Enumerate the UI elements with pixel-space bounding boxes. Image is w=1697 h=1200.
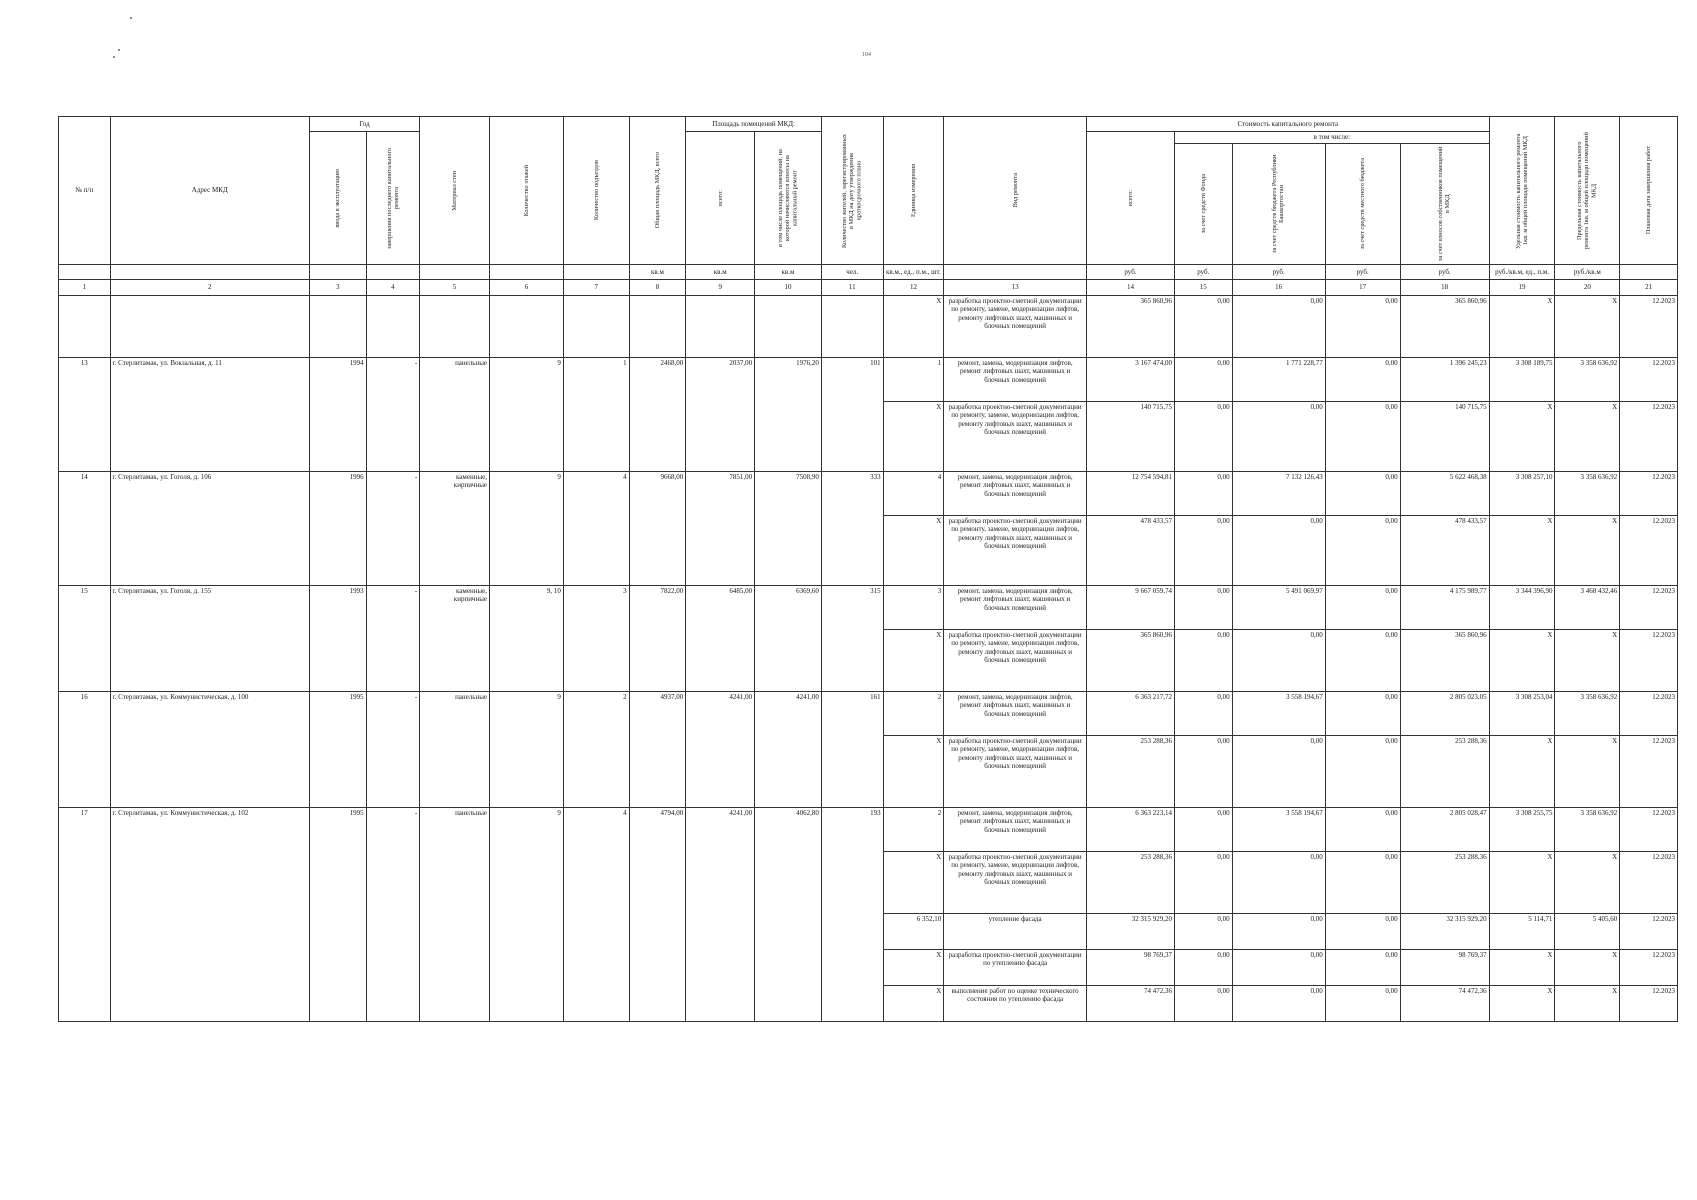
cell-rep: 0,00 <box>1232 516 1325 586</box>
cell-res: 161 <box>821 692 883 808</box>
cell-total: 140 715,75 <box>1086 402 1174 472</box>
header-deadline: Плановая дата завершения работ <box>1620 117 1678 265</box>
cell-total: 6 363 217,72 <box>1086 692 1174 736</box>
unit-cell: руб. <box>1400 265 1489 280</box>
table-row <box>59 586 1678 630</box>
cell-work: разработка проектно-сметной документации по утеплению фасада <box>944 950 1087 986</box>
cell-res: 101 <box>821 358 883 472</box>
cell-area: 7822,00 <box>629 586 686 692</box>
cell-address: г. Стерлитамак, ул. Гоголя, д. 106 <box>110 472 309 586</box>
scan-speck <box>113 56 115 58</box>
cell-last: - <box>366 586 420 692</box>
cell-spec: X <box>1489 516 1555 586</box>
header-premises-group: Площадь помещений МКД: <box>686 117 822 132</box>
column-number: 19 <box>1489 280 1555 296</box>
column-number: 1 <box>59 280 111 296</box>
cell-wall: каменные, кирпичные <box>420 472 490 586</box>
cell-unit: 6 352,10 <box>883 914 944 950</box>
cell-unit: X <box>883 402 944 472</box>
header-premises-total: всего: <box>686 132 755 265</box>
cell-owners: 253 288,36 <box>1400 852 1489 914</box>
cell-n: 17 <box>59 808 111 1022</box>
cell-unit: X <box>883 986 944 1022</box>
cell-prem: 2037,00 <box>686 358 755 472</box>
cell-local: 0,00 <box>1325 808 1400 852</box>
units-row <box>59 265 1678 280</box>
cell-unit: 2 <box>883 692 944 736</box>
cell-owned: 4062,80 <box>755 808 822 1022</box>
cell-year: 1993 <box>309 586 366 692</box>
cell-last: - <box>366 808 420 1022</box>
cell-fund: 0,00 <box>1174 586 1232 630</box>
cell-owners: 2 805 023,05 <box>1400 692 1489 736</box>
header-cost-group: Стоимость капитального ремонта <box>1086 117 1489 132</box>
cell-floors: 9 <box>490 358 564 472</box>
cell-address: г. Стерлитамак, ул. Коммунистическая, д. 102 <box>110 808 309 1022</box>
cell-work: ремонт, замена, модернизация лифтов, ремонт лифтовых шахт, машинных и блочных помещений <box>944 358 1087 402</box>
cell-owners: 140 715,75 <box>1400 402 1489 472</box>
column-number: 3 <box>309 280 366 296</box>
column-numbers-row <box>59 280 1678 296</box>
cell-spec: X <box>1489 630 1555 692</box>
cell-lim: X <box>1555 630 1620 692</box>
column-number: 17 <box>1325 280 1400 296</box>
cell-owned: 6369,60 <box>755 586 822 692</box>
unit-cell-empty <box>420 265 490 280</box>
cell-lim: X <box>1555 516 1620 586</box>
cell-fund: 0,00 <box>1174 852 1232 914</box>
cell-spec: 3 344 396,90 <box>1489 586 1555 630</box>
cell-spec: X <box>1489 986 1555 1022</box>
cell-prem: 7851,00 <box>686 472 755 586</box>
cell-area: 4794,00 <box>629 808 686 1022</box>
cell-unit: 3 <box>883 586 944 630</box>
cell-owned: 4241,00 <box>755 692 822 808</box>
cell-unit: X <box>883 630 944 692</box>
cell-lim: 3 468 432,46 <box>1555 586 1620 630</box>
cell-rep: 0,00 <box>1232 950 1325 986</box>
cell-work: разработка проектно-сметной документации по ремонту, замене, модернизации лифтов, ремонту лифтовых шахт, машинных и блочных помещений <box>944 516 1087 586</box>
cell-local: 0,00 <box>1325 630 1400 692</box>
column-number: 5 <box>420 280 490 296</box>
cell-res <box>821 296 883 358</box>
page-number: 104 <box>862 52 871 58</box>
cell-lim: X <box>1555 736 1620 808</box>
column-number: 11 <box>821 280 883 296</box>
cell-work: ремонт, замена, модернизация лифтов, ремонт лифтовых шахт, машинных и блочных помещений <box>944 808 1087 852</box>
cell-local: 0,00 <box>1325 692 1400 736</box>
unit-cell-empty <box>563 265 629 280</box>
cell-owners: 253 288,36 <box>1400 736 1489 808</box>
cell-owners: 478 433,57 <box>1400 516 1489 586</box>
cell-date: 12.2023 <box>1620 852 1678 914</box>
cell-unit: X <box>883 516 944 586</box>
column-number: 6 <box>490 280 564 296</box>
cell-total: 74 472,36 <box>1086 986 1174 1022</box>
cell-unit: 2 <box>883 808 944 852</box>
unit-cell: чел. <box>821 265 883 280</box>
cell-res: 315 <box>821 586 883 692</box>
cell-rep: 0,00 <box>1232 630 1325 692</box>
unit-cell-empty <box>366 265 420 280</box>
header-year-group: Год <box>309 117 419 132</box>
header-premises-owned: в том числе площадь помещений, на которой начисляются взносы на капитальный ремонт <box>755 132 822 265</box>
cell-date: 12.2023 <box>1620 914 1678 950</box>
cell-owners: 4 175 989,77 <box>1400 586 1489 630</box>
cell-work: разработка проектно-сметной документации по ремонту, замене, модернизации лифтов, ремонту лифтовых шахт, машинных и блочных помещений <box>944 736 1087 808</box>
cell-lim: X <box>1555 986 1620 1022</box>
cell-work: разработка проектно-сметной документации по ремонту, замене, модернизации лифтов, ремонту лифтовых шахт, машинных и блочных помещений <box>944 296 1087 358</box>
table-row <box>59 472 1678 516</box>
cell-prem: 4241,00 <box>686 692 755 808</box>
cell-unit: X <box>883 950 944 986</box>
cell-year: 1996 <box>309 472 366 586</box>
cell-wall: панельные <box>420 808 490 1022</box>
cell-floors <box>490 296 564 358</box>
unit-cell: руб./кв.м, ед., п.м. <box>1489 265 1555 280</box>
cell-fund: 0,00 <box>1174 516 1232 586</box>
cell-last: - <box>366 692 420 808</box>
header-address: Адрес МКД <box>110 117 309 265</box>
cell-lim: 3 358 636,92 <box>1555 692 1620 736</box>
cell-entr: 4 <box>563 472 629 586</box>
cell-prem: 6485,00 <box>686 586 755 692</box>
header-year-commission: ввода в эксплуатацию <box>309 132 366 265</box>
cell-total: 3 167 474,00 <box>1086 358 1174 402</box>
cell-rep: 5 491 069,97 <box>1232 586 1325 630</box>
cell-local: 0,00 <box>1325 736 1400 808</box>
cell-year <box>309 296 366 358</box>
column-number: 15 <box>1174 280 1232 296</box>
cell-unit: X <box>883 736 944 808</box>
column-number: 13 <box>944 280 1087 296</box>
cell-n: 16 <box>59 692 111 808</box>
cell-entr: 2 <box>563 692 629 808</box>
header-work-type: Вид ремонта <box>944 117 1087 265</box>
cell-owned: 7508,90 <box>755 472 822 586</box>
unit-cell-empty <box>944 265 1087 280</box>
cell-last: - <box>366 358 420 472</box>
cell-unit: X <box>883 296 944 358</box>
table-row <box>59 808 1678 852</box>
cell-local: 0,00 <box>1325 852 1400 914</box>
cell-spec: 5 114,71 <box>1489 914 1555 950</box>
scan-speck <box>118 49 120 51</box>
cell-unit: 4 <box>883 472 944 516</box>
cell-work: ремонт, замена, модернизация лифтов, ремонт лифтовых шахт, машинных и блочных помещений <box>944 586 1087 630</box>
unit-cell: руб. <box>1174 265 1232 280</box>
cell-entr: 1 <box>563 358 629 472</box>
cell-work: ремонт, замена, модернизация лифтов, ремонт лифтовых шахт, машинных и блочных помещений <box>944 692 1087 736</box>
cell-owners: 1 396 245,23 <box>1400 358 1489 402</box>
cell-n: 13 <box>59 358 111 472</box>
cell-prem: 4241,00 <box>686 808 755 1022</box>
header-cost-local: за счет средств местного бюджета <box>1325 144 1400 265</box>
cell-local: 0,00 <box>1325 950 1400 986</box>
cell-entr: 4 <box>563 808 629 1022</box>
cell-spec: 3 308 253,04 <box>1489 692 1555 736</box>
header-cost-fund: за счет средств Фонда <box>1174 144 1232 265</box>
unit-cell-empty <box>1620 265 1678 280</box>
cell-area <box>629 296 686 358</box>
cell-wall <box>420 296 490 358</box>
cell-year: 1995 <box>309 692 366 808</box>
cell-rep: 0,00 <box>1232 852 1325 914</box>
cell-year: 1994 <box>309 358 366 472</box>
cell-rep: 3 558 194,67 <box>1232 692 1325 736</box>
cell-total: 253 288,36 <box>1086 736 1174 808</box>
cell-rep: 1 771 228,77 <box>1232 358 1325 402</box>
cell-lim: 5 405,60 <box>1555 914 1620 950</box>
cell-total: 365 860,96 <box>1086 630 1174 692</box>
cell-date: 12.2023 <box>1620 358 1678 402</box>
cell-wall: панельные <box>420 692 490 808</box>
cell-unit: 1 <box>883 358 944 402</box>
cell-total: 98 769,37 <box>1086 950 1174 986</box>
header-limit-cost: Предельная стоимость капитального ремонта 1кв. м общей площади помещений МКД <box>1555 117 1620 265</box>
header-floors: Количество этажей <box>490 117 564 265</box>
table-body <box>59 296 1678 1022</box>
column-number: 20 <box>1555 280 1620 296</box>
cell-n: 14 <box>59 472 111 586</box>
cell-lim: X <box>1555 296 1620 358</box>
header-num: № п/п <box>59 117 111 265</box>
column-number: 7 <box>563 280 629 296</box>
cell-work: выполнение работ по оценке технического состояния по утеплению фасада <box>944 986 1087 1022</box>
cell-rep: 0,00 <box>1232 402 1325 472</box>
cell-date: 12.2023 <box>1620 630 1678 692</box>
unit-cell: руб. <box>1086 265 1174 280</box>
cell-entr <box>563 296 629 358</box>
cell-owners: 74 472,36 <box>1400 986 1489 1022</box>
header-cost-republic: за счет средств бюджета Республики Башкортостан <box>1232 144 1325 265</box>
cell-work: разработка проектно-сметной документации по ремонту, замене, модернизации лифтов, ремонту лифтовых шахт, машинных и блочных помещений <box>944 852 1087 914</box>
cell-address: г. Стерлитамак, ул. Коммунистическая, д. 100 <box>110 692 309 808</box>
cell-owners: 2 805 028,47 <box>1400 808 1489 852</box>
cell-local: 0,00 <box>1325 358 1400 402</box>
cell-date: 12.2023 <box>1620 586 1678 630</box>
cell-owners: 365 860,96 <box>1400 296 1489 358</box>
unit-cell: кв.м., ед., п.м., шт. <box>883 265 944 280</box>
column-number: 4 <box>366 280 420 296</box>
column-number: 21 <box>1620 280 1678 296</box>
cell-rep: 0,00 <box>1232 296 1325 358</box>
cell-fund: 0,00 <box>1174 808 1232 852</box>
cell-fund: 0,00 <box>1174 472 1232 516</box>
cell-spec: 3 308 189,75 <box>1489 358 1555 402</box>
cell-total: 253 288,36 <box>1086 852 1174 914</box>
cell-date: 12.2023 <box>1620 402 1678 472</box>
cell-total: 12 754 594,81 <box>1086 472 1174 516</box>
header-specific-cost: Удельная стоимость капитального ремонта 1кв. м общей площади помещений МКД <box>1489 117 1555 265</box>
cell-fund: 0,00 <box>1174 630 1232 692</box>
cell-work: разработка проектно-сметной документации по ремонту, замене, модернизации лифтов, ремонту лифтовых шахт, машинных и блочных помещений <box>944 630 1087 692</box>
cell-fund: 0,00 <box>1174 692 1232 736</box>
cell-local: 0,00 <box>1325 516 1400 586</box>
cell-spec: 3 308 257,10 <box>1489 472 1555 516</box>
cell-owners: 5 622 468,38 <box>1400 472 1489 516</box>
cell-fund: 0,00 <box>1174 296 1232 358</box>
cell-date: 12.2023 <box>1620 472 1678 516</box>
cell-fund: 0,00 <box>1174 736 1232 808</box>
unit-cell: руб. <box>1325 265 1400 280</box>
column-number: 2 <box>110 280 309 296</box>
cell-last <box>366 296 420 358</box>
cell-fund: 0,00 <box>1174 986 1232 1022</box>
cell-year: 1995 <box>309 808 366 1022</box>
cell-total: 365 860,96 <box>1086 296 1174 358</box>
cell-work: утепление фасада <box>944 914 1087 950</box>
cell-wall: каменные, кирпичные <box>420 586 490 692</box>
cell-last: - <box>366 472 420 586</box>
cell-wall: панельные <box>420 358 490 472</box>
cell-spec: X <box>1489 402 1555 472</box>
cell-lim: X <box>1555 950 1620 986</box>
cell-work: разработка проектно-сметной документации по ремонту, замене, модернизации лифтов, ремонту лифтовых шахт, машинных и блочных помещений <box>944 402 1087 472</box>
column-number: 9 <box>686 280 755 296</box>
header-cost-owners: за счет взносов собственников помещений в МКД <box>1400 144 1489 265</box>
cell-lim: X <box>1555 852 1620 914</box>
column-number: 10 <box>755 280 822 296</box>
cell-owned <box>755 296 822 358</box>
cell-entr: 3 <box>563 586 629 692</box>
cell-date: 12.2023 <box>1620 692 1678 736</box>
column-number: 14 <box>1086 280 1174 296</box>
cell-rep: 3 558 194,67 <box>1232 808 1325 852</box>
cell-spec: X <box>1489 852 1555 914</box>
cell-lim: 3 358 636,92 <box>1555 358 1620 402</box>
cell-fund: 0,00 <box>1174 402 1232 472</box>
cell-local: 0,00 <box>1325 402 1400 472</box>
cell-date: 12.2023 <box>1620 950 1678 986</box>
cell-area: 4937,00 <box>629 692 686 808</box>
cell-floors: 9 <box>490 472 564 586</box>
table-row <box>59 296 1678 358</box>
cell-local: 0,00 <box>1325 586 1400 630</box>
cell-date: 12.2023 <box>1620 736 1678 808</box>
cell-local: 0,00 <box>1325 472 1400 516</box>
cell-lim: X <box>1555 402 1620 472</box>
cell-fund: 0,00 <box>1174 950 1232 986</box>
unit-cell-empty <box>110 265 309 280</box>
cell-date: 12.2023 <box>1620 516 1678 586</box>
cell-owned: 1976,20 <box>755 358 822 472</box>
cell-spec: 3 308 255,75 <box>1489 808 1555 852</box>
cell-lim: 3 358 636,92 <box>1555 472 1620 516</box>
unit-cell-empty <box>490 265 564 280</box>
column-number: 8 <box>629 280 686 296</box>
cell-total: 9 667 059,74 <box>1086 586 1174 630</box>
cell-rep: 0,00 <box>1232 914 1325 950</box>
cell-address: г. Стерлитамак, ул. Вокзальная, д. 11 <box>110 358 309 472</box>
cell-work: ремонт, замена, модернизация лифтов, ремонт лифтовых шахт, машинных и блочных помещений <box>944 472 1087 516</box>
capital-repair-table <box>58 116 1678 1022</box>
cell-area: 2468,00 <box>629 358 686 472</box>
unit-cell: руб. <box>1232 265 1325 280</box>
table-row <box>59 692 1678 736</box>
cell-area: 9668,00 <box>629 472 686 586</box>
cell-owners: 32 315 929,20 <box>1400 914 1489 950</box>
unit-cell: кв.м <box>686 265 755 280</box>
cell-local: 0,00 <box>1325 986 1400 1022</box>
header-year-last-repair: завершения последнего капитального ремонта <box>366 132 420 265</box>
header-entrances: Количество подъездов <box>563 117 629 265</box>
header-residents: Количество жителей, зарегистрированных в МКД на дату утверждения краткосрочного плана <box>821 117 883 265</box>
header-cost-total: всего: <box>1086 132 1174 265</box>
cell-res: 333 <box>821 472 883 586</box>
cell-date: 12.2023 <box>1620 808 1678 852</box>
cell-prem <box>686 296 755 358</box>
column-number: 12 <box>883 280 944 296</box>
cell-rep: 0,00 <box>1232 986 1325 1022</box>
cell-total: 478 433,57 <box>1086 516 1174 586</box>
cell-total: 32 315 929,20 <box>1086 914 1174 950</box>
cell-fund: 0,00 <box>1174 914 1232 950</box>
cell-rep: 7 132 126,43 <box>1232 472 1325 516</box>
cell-res: 193 <box>821 808 883 1022</box>
unit-cell: кв.м <box>629 265 686 280</box>
cell-unit: X <box>883 852 944 914</box>
cell-fund: 0,00 <box>1174 358 1232 402</box>
cell-owners: 365 860,96 <box>1400 630 1489 692</box>
cell-date: 12.2023 <box>1620 296 1678 358</box>
table-row <box>59 358 1678 402</box>
header-cost-incl: в том числе: <box>1174 132 1489 144</box>
unit-cell: кв.м <box>755 265 822 280</box>
cell-address <box>110 296 309 358</box>
cell-date: 12.2023 <box>1620 986 1678 1022</box>
header-wall-material: Материал стен <box>420 117 490 265</box>
cell-spec: X <box>1489 296 1555 358</box>
column-number: 18 <box>1400 280 1489 296</box>
cell-total: 6 363 223,14 <box>1086 808 1174 852</box>
unit-cell-empty <box>59 265 111 280</box>
cell-address: г. Стерлитамак, ул. Гоголя, д. 155 <box>110 586 309 692</box>
cell-spec: X <box>1489 950 1555 986</box>
column-number: 16 <box>1232 280 1325 296</box>
cell-rep: 0,00 <box>1232 736 1325 808</box>
unit-cell-empty <box>309 265 366 280</box>
header-unit: Единица измерения <box>883 117 944 265</box>
cell-spec: X <box>1489 736 1555 808</box>
cell-local: 0,00 <box>1325 914 1400 950</box>
cell-n <box>59 296 111 358</box>
cell-floors: 9, 10 <box>490 586 564 692</box>
cell-n: 15 <box>59 586 111 692</box>
cell-owners: 98 769,37 <box>1400 950 1489 986</box>
cell-floors: 9 <box>490 692 564 808</box>
header-total-area: Общая площадь МКД, всего <box>629 117 686 265</box>
unit-cell: руб./кв.м <box>1555 265 1620 280</box>
cell-local: 0,00 <box>1325 296 1400 358</box>
cell-lim: 3 358 636,92 <box>1555 808 1620 852</box>
cell-floors: 9 <box>490 808 564 1022</box>
scan-speck <box>130 17 132 19</box>
